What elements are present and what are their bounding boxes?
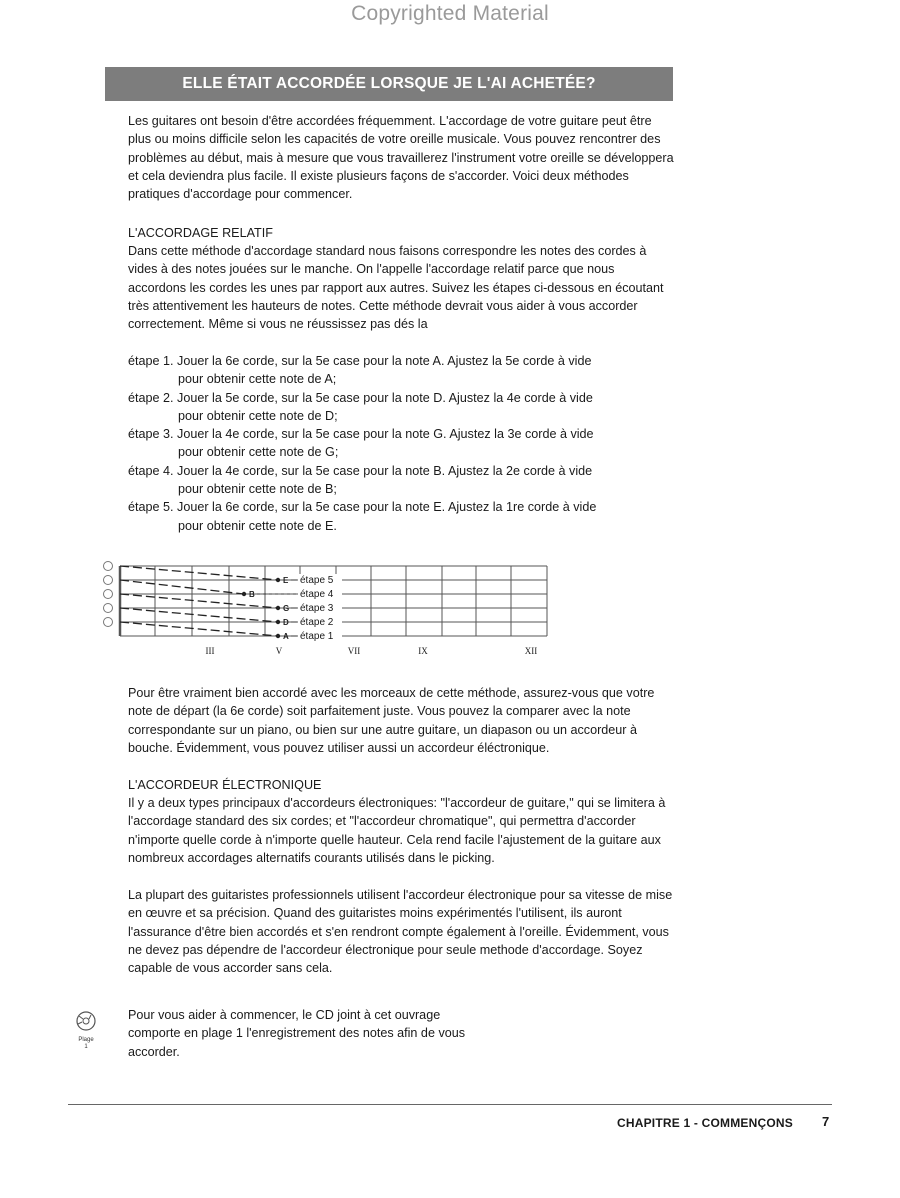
step-connector xyxy=(120,566,278,580)
note-letter: G xyxy=(283,604,290,613)
electronic-tuner-heading: L'ACCORDEUR ÉLECTRONIQUE xyxy=(128,778,322,792)
section-banner: ELLE ÉTAIT ACCORDÉE LORSQUE JE L'AI ACHETÉE? xyxy=(105,67,673,101)
fret-marker-labels xyxy=(206,646,538,656)
cd-track-number: 1 xyxy=(84,1044,88,1050)
fret-dot xyxy=(242,592,246,596)
step-text: étape 5. Jouer la 6e corde, sur la 5e case pour la note E. Ajustez la 1re corde à vide xyxy=(128,500,597,515)
open-string-circle xyxy=(104,604,113,613)
fret-marker: XII xyxy=(524,646,538,656)
step-connector xyxy=(120,608,278,622)
footer-divider xyxy=(68,1104,832,1105)
fret-marker: III xyxy=(205,646,215,656)
electronic-tuner-paragraph: Il y a deux types principaux d'accordeurs électroniques: "l'accordeur de guitare," qui se limitera à l'accordage standard des six cordes; et "l'accordeur chromatique", qui permettra d'accorder n'importe quelle corde à n'importe quelle hauteur. Cela rend facile l'ajustement de la guitare aux nombreux accordages alternatifs courants utilisés dans le picking. xyxy=(128,796,666,865)
page-number: 7 xyxy=(822,1114,830,1129)
step-connector xyxy=(120,580,244,594)
cd-track-marker xyxy=(72,1010,100,1051)
fret-dot xyxy=(276,620,280,624)
step-labels xyxy=(298,574,342,642)
step-connectors xyxy=(120,566,278,636)
step-label: étape 2 xyxy=(300,617,334,628)
open-string-circle xyxy=(104,562,113,571)
step-continuation: pour obtenir cette note de E. xyxy=(178,518,337,533)
fret-marker: V xyxy=(275,646,283,656)
cd-paragraph: Pour vous aider à commencer, le CD joint à cet ouvrage comporte en plage 1 l'enregistrement des notes afin de vous accorder. xyxy=(128,1008,466,1059)
step-continuation: pour obtenir cette note de G; xyxy=(178,445,339,460)
fretboard-diagram xyxy=(96,556,556,660)
step-item xyxy=(128,389,688,426)
reference-note-paragraph: Pour être vraiment bien accordé avec les morceaux de cette méthode, assurez-vous que votre note de départ (la 6e corde) soit parfaitement juste. Vous pouvez la comparer avec la note correspondante sur un piano, ou bien sur une autre guitare, un diapason ou un accordeur à bouche. Évidemment, vous pouvez utiliser aussi un accordeur éléctronique. xyxy=(128,686,655,755)
open-string-circle xyxy=(104,590,113,599)
open-string-circle xyxy=(104,618,113,627)
step-continuation: pour obtenir cette note de A; xyxy=(178,372,337,387)
step-text: étape 4. Jouer la 4e corde, sur la 5e case pour la note B. Ajustez la 2e corde à vide xyxy=(128,463,593,478)
step-continuation: pour obtenir cette note de D; xyxy=(178,408,338,423)
note-letter: B xyxy=(249,590,255,599)
step-text: étape 1. Jouer la 6e corde, sur la 5e case pour la note A. Ajustez la 5e corde à vide xyxy=(128,354,592,368)
relative-tuning-paragraph: Dans cette méthode d'accordage standard nous faisons correspondre les notes des cordes à vides à des notes jouées sur le manche. On l'appelle l'accordage relatif parce que nous accordons les cordes les unes par rapport aux autres. Suivez les étapes ci-dessous en écoutant très attentivement les hauteurs de notes. Cette méthode devrait vous aider à vous accorder correctement. Même si vous ne réussissez pas dés la xyxy=(128,244,664,332)
step-text: étape 3. Jouer la 4e corde, sur la 5e case pour la note G. Ajustez la 3e corde à vide xyxy=(128,427,594,442)
intro-paragraph: Les guitares ont besoin d'être accordées fréquemment. L'accordage de votre guitare peut être plus ou moins difficile selon les capacités de votre oreille musicale. Vous pouvez rencontrer des problèmes au début, mais à mesure que vous travaillerez l'instrument votre oreille se développera et cela deviendra plus facile. Il existe plusieurs façons de s'accorder. Voici deux méthodes pratiques d'accordage pour commencer. xyxy=(128,114,674,202)
step-item xyxy=(128,462,688,499)
step-continuation: pour obtenir cette note de B; xyxy=(178,482,337,497)
relative-tuning-heading: L'ACCORDAGE RELATIF xyxy=(128,226,273,240)
step-label: étape 4 xyxy=(300,589,334,600)
cd-icon xyxy=(74,1010,98,1032)
note-letter: E xyxy=(283,576,289,585)
tuning-steps-list xyxy=(128,352,688,535)
professional-tuner-paragraph: La plupart des guitaristes professionnels utilisent l'accordeur électronique pour sa vitesse de mise en œuvre et sa précision. Quand des guitaristes moins expérimentés l'utilisent, ils auront l'assurance d'être bien accordés et s'en rendront compte également à l'oreille. Évidemment, vous ne devez pas dépendre de l'accordeur électronique pour seule methode d'accordage. Soyez capable de vous accorder sans cela. xyxy=(128,888,673,976)
open-string-circles xyxy=(104,562,113,627)
note-letter: D xyxy=(283,618,289,627)
fret-dot xyxy=(276,578,280,582)
step-connector xyxy=(120,622,278,636)
copyright-watermark: Copyrighted Material xyxy=(351,2,549,25)
step-label: étape 1 xyxy=(300,631,334,642)
step-item xyxy=(128,498,688,535)
step-text: étape 2. Jouer la 5e corde, sur la 5e case pour la note D. Ajustez la 4e corde à vide xyxy=(128,390,593,405)
note-letter: A xyxy=(283,632,289,641)
cd-track-label: Plage xyxy=(78,1037,94,1043)
fret-marker: IX xyxy=(418,646,428,656)
step-label: étape 5 xyxy=(300,575,334,586)
step-item xyxy=(128,352,688,389)
fret-marker: VII xyxy=(347,646,361,656)
step-item xyxy=(128,425,688,462)
open-string-circle xyxy=(104,576,113,585)
step-label: étape 3 xyxy=(300,603,334,614)
fret-dot xyxy=(276,634,280,638)
footer-chapter-title: CHAPITRE 1 - COMMENÇONS xyxy=(617,1116,793,1130)
fret-dot xyxy=(276,606,280,610)
